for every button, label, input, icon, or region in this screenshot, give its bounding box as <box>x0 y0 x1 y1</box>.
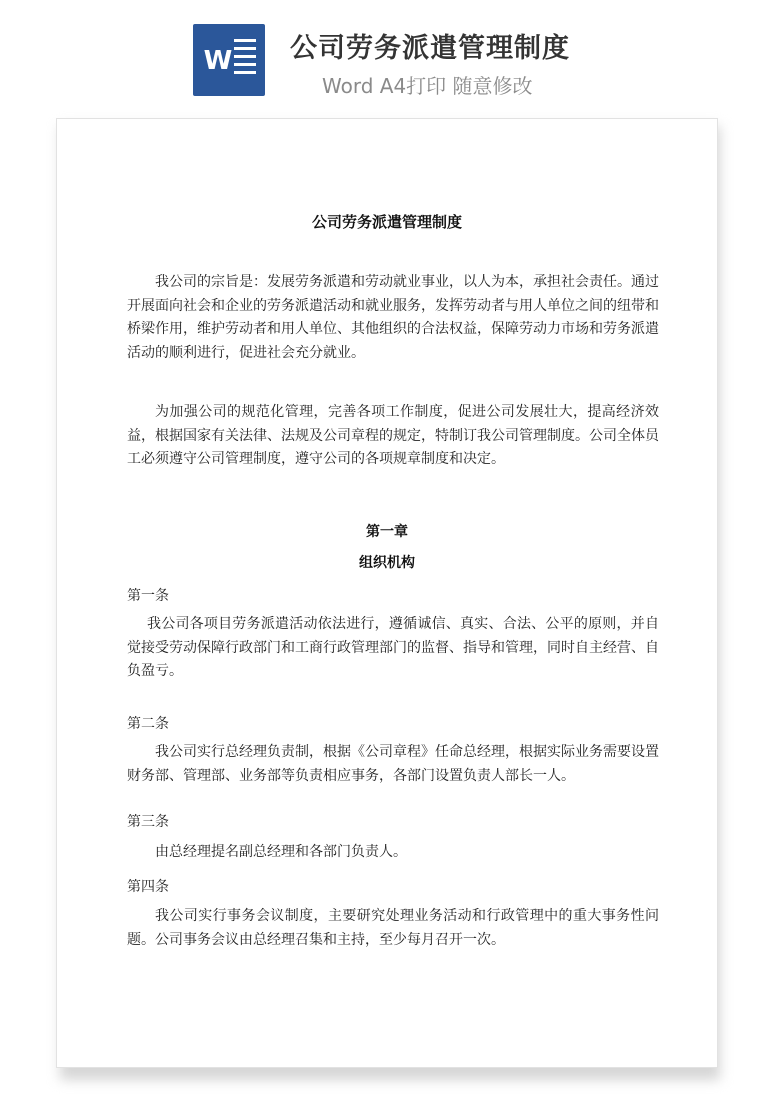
article-label-3: 第三条 <box>127 814 169 830</box>
template-header <box>0 0 774 110</box>
article-text-2: 我公司实行总经理负责制，根据《公司章程》任命总经理，根据实际业务需要设置财务部、管理部、业务部等负责相应事务，各部门设置负责人部长一人。 <box>127 744 659 784</box>
article-text-3: 由总经理提名副总经理和各部门负责人。 <box>155 844 407 860</box>
intro-paragraph-2: 为加强公司的规范化管理，完善各项工作制度，促进公司发展壮大，提高经济效益，根据国家有关法律、法规及公司章程的规定，特制订我公司管理制度。公司全体员工必须遵守公司管理制度，遵守公司的各项规章制度和决定。 <box>127 404 659 467</box>
chapter-number: 第一章 <box>366 524 408 540</box>
article-label-1: 第一条 <box>127 588 169 604</box>
word-icon-lines <box>234 39 256 79</box>
intro-paragraph-1: 我公司的宗旨是：发展劳务派遣和劳动就业事业，以人为本，承担社会责任。通过开展面向社会和企业的劳务派遣活动和就业服务，发挥劳动者与用人单位之间的纽带和桥梁作用，维护劳动者和用人单位、其他组织的合法权益，保障劳动力市场和劳务派遣活动的顺利进行，促进社会充分就业。 <box>127 274 659 361</box>
chapter-name: 组织机构 <box>359 555 415 571</box>
header-title: 公司劳务派遣管理制度 <box>290 33 570 64</box>
word-document-icon <box>193 24 265 96</box>
header-subtitle: Word A4打印 随意修改 <box>322 74 533 98</box>
article-label-4: 第四条 <box>127 879 169 895</box>
article-text-1: 我公司各项目劳务派遣活动依法进行，遵循诚信、真实、合法、公平的原则，并自觉接受劳动保障行政部门和工商行政管理部门的监督、指导和管理，同时自主经营、自负盈亏。 <box>127 616 659 679</box>
document-title: 公司劳务派遣管理制度 <box>311 213 462 231</box>
article-label-2: 第二条 <box>127 716 169 732</box>
word-icon-letter: W <box>203 46 233 76</box>
document-page <box>56 118 718 1068</box>
article-text-4: 我公司实行事务会议制度，主要研究处理业务活动和行政管理中的重大事务性问题。公司事务会议由总经理召集和主持，至少每月召开一次。 <box>127 908 659 948</box>
